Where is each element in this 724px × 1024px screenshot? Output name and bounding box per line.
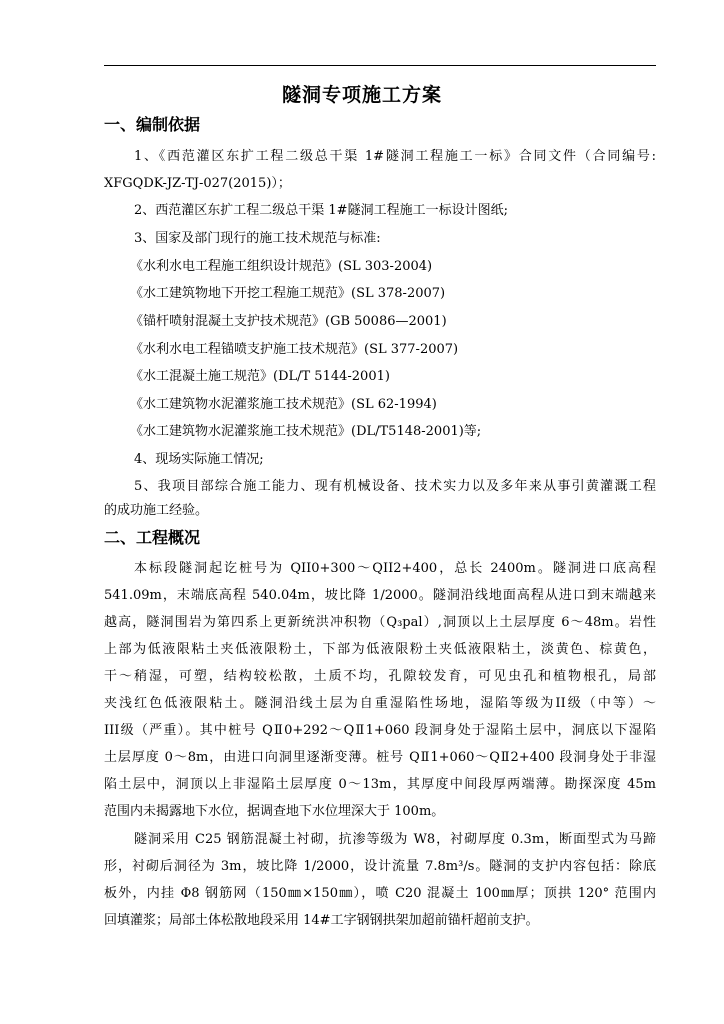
basis-item-5-line-1: 5、我项目部综合施工能力、现有机械设备、技术实力以及多年来从事引黄灌溉工程 — [134, 479, 656, 494]
standard-item: 《水工建筑物地下开挖工程施工规范》(SL 378-2007) — [130, 286, 446, 301]
overview-para-1-line: III级（严重）。其中桩号 QⅡ0+292～QⅡ1+060 段洞身处于湿陷土层中，洞底以下湿陷 — [104, 723, 656, 738]
basis-item-3: 3、国家及部门现行的施工技术规范与标准: — [134, 231, 381, 246]
overview-para-1-line: 范围内未揭露地下水位，据调查地下水位埋深大于 100m。 — [104, 804, 445, 819]
section-heading-basis: 一、编制依据 — [104, 115, 201, 134]
basis-item-1-line-2: XFGQDK-JZ-TJ-027(2015)）； — [104, 176, 291, 191]
overview-para-1-line: 陷土层中，洞顶以上非湿陷土层厚度 0～13m，其厚度中间段厚两端薄。勘探深度 45m — [104, 777, 656, 792]
standard-item: 《锚杆喷射混凝土支护技术规范》(GB 50086—2001) — [130, 314, 447, 329]
basis-item-4: 4、现场实际施工情况; — [134, 452, 264, 467]
overview-para-2-line: 回填灌浆；局部土体松散地段采用 14#工字钢钢拱架加超前锚杆超前支护。 — [104, 913, 539, 928]
overview-para-1-line: 干～稍湿，可塑，结构较松散，土质不均，孔隙较发育，可见虫孔和植物根孔，局部 — [104, 669, 656, 684]
section-heading-overview: 二、工程概况 — [104, 528, 201, 547]
basis-item-5-line-2: 的成功施工经验。 — [104, 503, 209, 518]
overview-para-1-line: 越高，隧洞围岩为第四系上更新统洪冲积物（Q₃pal）,洞顶以上土层厚度 6～48m。岩性 — [104, 615, 656, 630]
overview-para-2-line: 形，衬砌后洞径为 3m，坡比降 1/2000，设计流量 7.8m³/s。隧洞的支护内容包括：除底 — [104, 859, 656, 874]
overview-para-1-line: 夹浅红色低液限粘土。隧洞沿线土层为自重湿陷性场地，湿陷等级为II级（中等）～ — [104, 696, 656, 711]
standard-item: 《水利水电工程锚喷支护施工技术规范》(SL 377-2007) — [130, 342, 459, 357]
basis-item-1-line-1: 1、《西范灌区东扩工程二级总干渠 1#隧洞工程施工一标》合同文件（合同编号: — [134, 149, 656, 164]
standard-item: 《水工混凝土施工规范》(DL/T 5144-2001) — [130, 369, 390, 384]
overview-para-2-line: 隧洞采用 C25 钢筋混凝土衬砌，抗渗等级为 W8，衬砌厚度 0.3m，断面型式为马蹄 — [134, 832, 656, 847]
overview-para-1-line: 541.09m，末端底高程 540.04m，坡比降 1/2000。隧洞沿线地面高程从进口到末端越来 — [104, 588, 656, 603]
overview-para-1-line: 本标段隧洞起讫桩号为 QII0+300～QII2+400，总长 2400m。隧洞进口底高程 — [134, 561, 656, 576]
overview-para-1-line: 土层厚度 0～8m，由进口向洞里逐渐变薄。桩号 QⅡ1+060～QⅡ2+400 段洞身处于非湿 — [104, 750, 656, 765]
header-rule — [104, 65, 656, 66]
overview-para-2-line: 板外，内挂 Φ8 钢筋网（150㎜×150㎜），喷 C20 混凝土 100㎜厚；顶拱 120° 范围内 — [104, 886, 656, 901]
overview-para-1-line: 上部为低液限粘土夹低液限粉土，下部为低液限粉土夹低液限粘土，淡黄色、棕黄色， — [104, 642, 656, 657]
standard-item: 《水工建筑物水泥灌浆施工技术规范》(DL/T5148-2001)等; — [130, 424, 482, 439]
basis-item-2: 2、西范灌区东扩工程二级总干渠 1#隧洞工程施工一标设计图纸; — [134, 203, 508, 218]
standard-item: 《水利水电工程施工组织设计规范》(SL 303-2004) — [130, 259, 433, 274]
document-title: 隧洞专项施工方案 — [281, 84, 442, 106]
standard-item: 《水工建筑物水泥灌浆施工技术规范》(SL 62-1994) — [130, 397, 437, 412]
